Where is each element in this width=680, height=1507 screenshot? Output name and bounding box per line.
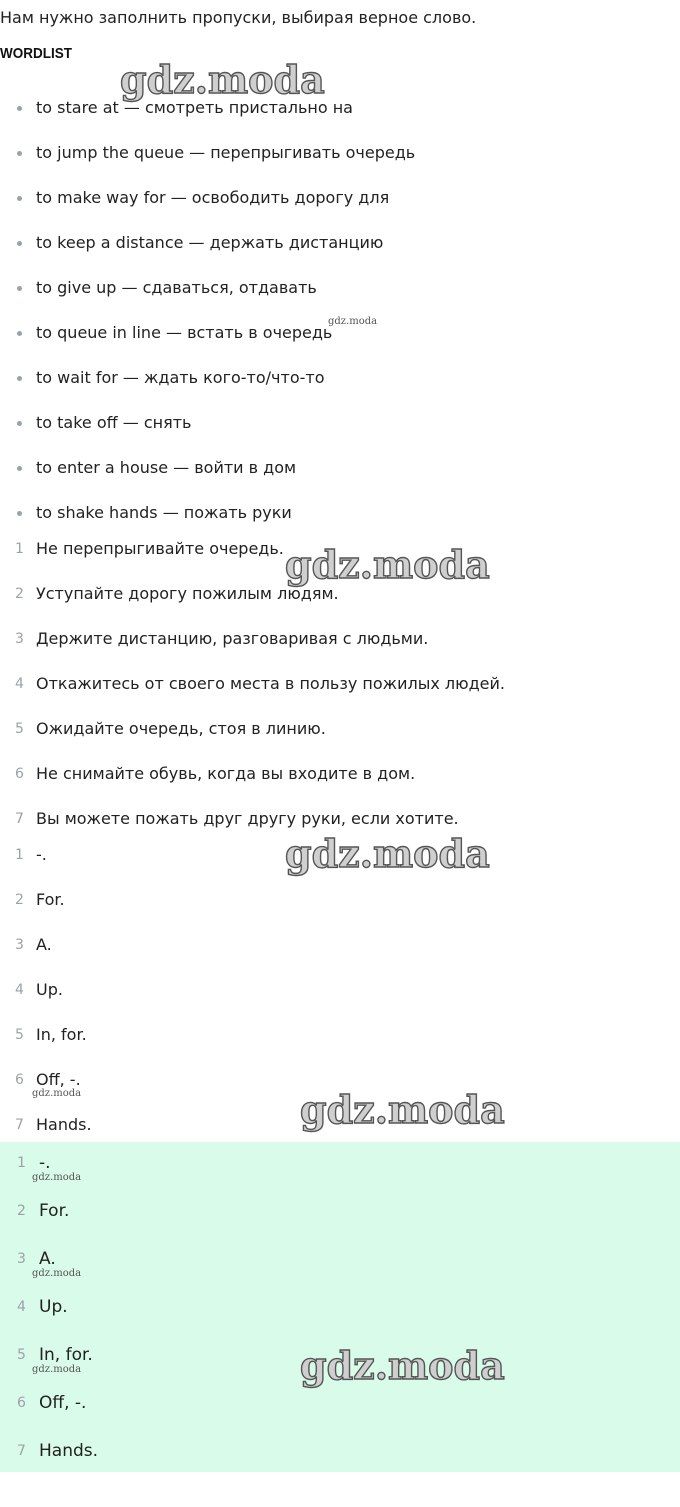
sentence-item <box>0 674 505 719</box>
item-number: 4 <box>17 1299 26 1315</box>
item-number: 5 <box>15 1027 24 1043</box>
answer-text: In, for. <box>36 1025 87 1044</box>
wordlist-item <box>0 445 415 490</box>
wordlist-item-text: to enter a house — войти в дом <box>36 458 297 477</box>
item-number: 2 <box>17 1203 26 1219</box>
wordlist-item <box>0 355 415 400</box>
bullet-icon <box>17 331 22 336</box>
wordlist-item <box>0 265 415 310</box>
bullet-icon <box>17 241 22 246</box>
highlighted-answer-list <box>0 1153 98 1489</box>
item-number: 3 <box>15 631 24 647</box>
item-number: 6 <box>17 1395 26 1411</box>
watermark: gdz.moda <box>285 831 490 876</box>
watermark-small: gdz.moda <box>32 1268 82 1279</box>
wordlist-item-text: to make way for — освободить дорогу для <box>36 188 390 207</box>
item-number: 1 <box>17 1155 26 1171</box>
answer-text: -. <box>36 845 47 864</box>
answer-text: In, for. <box>39 1345 93 1365</box>
wordlist-item-text: to queue in line — встать в очередь <box>36 323 333 342</box>
wordlist-item <box>0 490 415 535</box>
answer-item <box>0 845 92 890</box>
sentence-text: Ожидайте очередь, стоя в линию. <box>36 719 326 738</box>
sentence-item <box>0 719 505 764</box>
sentence-text: Не снимайте обувь, когда вы входите в дом. <box>36 764 416 783</box>
wordlist-item <box>0 130 415 175</box>
answer-item <box>0 980 92 1025</box>
answer-text: Hands. <box>36 1115 92 1134</box>
answer-item <box>0 935 92 980</box>
answer-item <box>0 890 92 935</box>
answer-text: Up. <box>39 1297 68 1317</box>
bullet-icon <box>17 196 22 201</box>
sentence-item <box>0 764 505 809</box>
sentence-item <box>0 629 505 674</box>
bullet-icon <box>17 511 22 516</box>
item-number: 6 <box>15 1072 24 1088</box>
answer-item <box>0 1297 98 1345</box>
wordlist-item-text: to wait for — ждать кого-то/что-то <box>36 368 325 387</box>
answer-text: Off, -. <box>39 1393 87 1413</box>
watermark-small: gdz.moda <box>32 1364 82 1375</box>
answer-text: Hands. <box>39 1441 99 1461</box>
wordlist-item-text: to jump the queue — перепрыгивать очередь <box>36 143 416 162</box>
answer-text: For. <box>39 1201 70 1221</box>
answer-text: Off, -. <box>36 1070 81 1089</box>
item-number: 3 <box>17 1251 26 1267</box>
wordlist-heading: WORDLIST <box>0 45 72 62</box>
item-number: 2 <box>15 892 24 908</box>
bullet-icon <box>17 286 22 291</box>
item-number: 7 <box>15 811 24 827</box>
bullet-icon <box>17 466 22 471</box>
item-number: 5 <box>15 721 24 737</box>
watermark-small: gdz.moda <box>32 1172 82 1183</box>
bullet-icon <box>17 151 22 156</box>
wordlist-item-text: to shake hands — пожать руки <box>36 503 292 522</box>
bullet-icon <box>17 106 22 111</box>
wordlist-item-text: to stare at — смотреть пристально на <box>36 98 353 117</box>
answer-text: For. <box>36 890 65 909</box>
answer-text: A. <box>36 935 52 954</box>
sentence-text: Вы можете пожать друг другу руки, если хотите. <box>36 809 459 828</box>
sentence-text: Откажитесь от своего места в пользу пожилых людей. <box>36 674 505 693</box>
item-number: 2 <box>15 586 24 602</box>
answer-item <box>0 1025 92 1070</box>
intro-text: Нам нужно заполнить пропуски, выбирая верное слово. <box>0 8 477 27</box>
item-number: 1 <box>15 847 24 863</box>
answer-text: Up. <box>36 980 63 999</box>
sentence-text: Не перепрыгивайте очередь. <box>36 539 284 558</box>
item-number: 7 <box>17 1443 26 1459</box>
answer-item <box>0 1201 98 1249</box>
answer-item <box>0 1441 98 1489</box>
item-number: 5 <box>17 1347 26 1363</box>
sentence-text: Держите дистанцию, разговаривая с людьми. <box>36 629 429 648</box>
wordlist-item-text: to take off — снять <box>36 413 192 432</box>
sentence-item <box>0 584 505 629</box>
item-number: 4 <box>15 676 24 692</box>
answer-highlight-box <box>0 1142 680 1472</box>
answer-list <box>0 845 92 1160</box>
wordlist-item-text: to give up — сдаваться, отдавать <box>36 278 317 297</box>
watermark: gdz.moda <box>300 1343 505 1388</box>
watermark: gdz.moda <box>285 542 490 587</box>
wordlist <box>0 85 415 535</box>
wordlist-item-text: to keep a distance — держать дистанцию <box>36 233 384 252</box>
answer-text: A. <box>39 1249 56 1269</box>
wordlist-item <box>0 400 415 445</box>
watermark-small: gdz.moda <box>328 316 378 327</box>
watermark: gdz.moda <box>120 57 325 102</box>
sentence-text: Уступайте дорогу пожилым людям. <box>36 584 339 603</box>
wordlist-item <box>0 220 415 265</box>
bullet-icon <box>17 421 22 426</box>
item-number: 4 <box>15 982 24 998</box>
item-number: 7 <box>15 1117 24 1133</box>
watermark-small: gdz.moda <box>32 1088 82 1099</box>
watermark: gdz.moda <box>300 1087 505 1132</box>
bullet-icon <box>17 376 22 381</box>
wordlist-item <box>0 175 415 220</box>
answer-item <box>0 1393 98 1441</box>
item-number: 6 <box>15 766 24 782</box>
item-number: 3 <box>15 937 24 953</box>
item-number: 1 <box>15 541 24 557</box>
answer-text: -. <box>39 1153 51 1173</box>
